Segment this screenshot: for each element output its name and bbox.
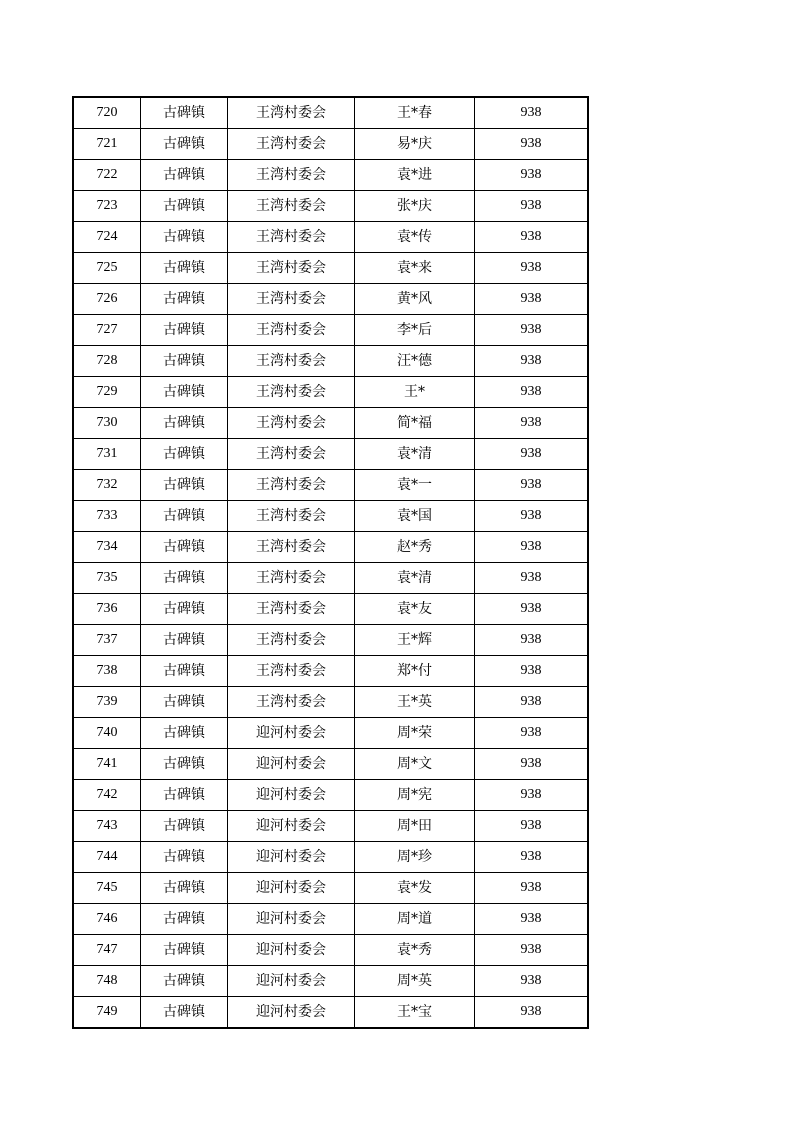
village-cell: 王湾村委会 <box>228 656 355 687</box>
person-name-cell: 王*宝 <box>355 997 475 1029</box>
person-name-cell: 周*田 <box>355 811 475 842</box>
amount-cell: 938 <box>475 346 589 377</box>
table-row <box>73 718 588 749</box>
town-cell: 古碑镇 <box>141 625 228 656</box>
person-name-cell: 王*英 <box>355 687 475 718</box>
table-row <box>73 470 588 501</box>
amount-cell: 938 <box>475 656 589 687</box>
person-name-cell: 汪*德 <box>355 346 475 377</box>
row-number-cell: 729 <box>73 377 141 408</box>
town-cell: 古碑镇 <box>141 377 228 408</box>
village-cell: 王湾村委会 <box>228 687 355 718</box>
town-cell: 古碑镇 <box>141 935 228 966</box>
row-number-cell: 730 <box>73 408 141 439</box>
person-name-cell: 周*荣 <box>355 718 475 749</box>
village-cell: 迎河村委会 <box>228 780 355 811</box>
row-number-cell: 744 <box>73 842 141 873</box>
town-cell: 古碑镇 <box>141 749 228 780</box>
amount-cell: 938 <box>475 563 589 594</box>
person-name-cell: 张*庆 <box>355 191 475 222</box>
town-cell: 古碑镇 <box>141 191 228 222</box>
row-number-cell: 724 <box>73 222 141 253</box>
row-number-cell: 726 <box>73 284 141 315</box>
village-cell: 王湾村委会 <box>228 284 355 315</box>
table-row <box>73 594 588 625</box>
table-row <box>73 935 588 966</box>
table-row <box>73 532 588 563</box>
table-row <box>73 811 588 842</box>
amount-cell: 938 <box>475 160 589 191</box>
town-cell: 古碑镇 <box>141 160 228 191</box>
person-name-cell: 简*福 <box>355 408 475 439</box>
row-number-cell: 745 <box>73 873 141 904</box>
town-cell: 古碑镇 <box>141 129 228 160</box>
person-name-cell: 袁*友 <box>355 594 475 625</box>
village-cell: 迎河村委会 <box>228 718 355 749</box>
village-cell: 王湾村委会 <box>228 160 355 191</box>
village-cell: 王湾村委会 <box>228 253 355 284</box>
table-row <box>73 780 588 811</box>
row-number-cell: 720 <box>73 97 141 129</box>
person-name-cell: 袁*秀 <box>355 935 475 966</box>
table-row <box>73 842 588 873</box>
amount-cell: 938 <box>475 873 589 904</box>
village-cell: 王湾村委会 <box>228 594 355 625</box>
town-cell: 古碑镇 <box>141 594 228 625</box>
town-cell: 古碑镇 <box>141 873 228 904</box>
table-row <box>73 439 588 470</box>
table-row <box>73 625 588 656</box>
town-cell: 古碑镇 <box>141 346 228 377</box>
table-row <box>73 97 588 129</box>
town-cell: 古碑镇 <box>141 966 228 997</box>
village-cell: 迎河村委会 <box>228 811 355 842</box>
table-row <box>73 315 588 346</box>
village-cell: 迎河村委会 <box>228 749 355 780</box>
person-name-cell: 袁*一 <box>355 470 475 501</box>
person-name-cell: 袁*进 <box>355 160 475 191</box>
table-row <box>73 966 588 997</box>
person-name-cell: 周*珍 <box>355 842 475 873</box>
town-cell: 古碑镇 <box>141 253 228 284</box>
table-row <box>73 160 588 191</box>
amount-cell: 938 <box>475 780 589 811</box>
amount-cell: 938 <box>475 501 589 532</box>
table-row <box>73 873 588 904</box>
table-row <box>73 191 588 222</box>
person-name-cell: 袁*清 <box>355 439 475 470</box>
town-cell: 古碑镇 <box>141 904 228 935</box>
row-number-cell: 747 <box>73 935 141 966</box>
village-cell: 王湾村委会 <box>228 346 355 377</box>
person-name-cell: 周*道 <box>355 904 475 935</box>
row-number-cell: 731 <box>73 439 141 470</box>
village-cell: 迎河村委会 <box>228 873 355 904</box>
amount-cell: 938 <box>475 129 589 160</box>
row-number-cell: 728 <box>73 346 141 377</box>
person-name-cell: 袁*传 <box>355 222 475 253</box>
amount-cell: 938 <box>475 253 589 284</box>
amount-cell: 938 <box>475 377 589 408</box>
amount-cell: 938 <box>475 470 589 501</box>
row-number-cell: 742 <box>73 780 141 811</box>
row-number-cell: 748 <box>73 966 141 997</box>
town-cell: 古碑镇 <box>141 284 228 315</box>
town-cell: 古碑镇 <box>141 780 228 811</box>
row-number-cell: 722 <box>73 160 141 191</box>
row-number-cell: 725 <box>73 253 141 284</box>
village-cell: 王湾村委会 <box>228 222 355 253</box>
table-row <box>73 129 588 160</box>
person-name-cell: 袁*发 <box>355 873 475 904</box>
village-cell: 迎河村委会 <box>228 966 355 997</box>
town-cell: 古碑镇 <box>141 408 228 439</box>
town-cell: 古碑镇 <box>141 315 228 346</box>
table-row <box>73 904 588 935</box>
person-name-cell: 李*后 <box>355 315 475 346</box>
town-cell: 古碑镇 <box>141 656 228 687</box>
amount-cell: 938 <box>475 439 589 470</box>
row-number-cell: 732 <box>73 470 141 501</box>
person-name-cell: 赵*秀 <box>355 532 475 563</box>
row-number-cell: 740 <box>73 718 141 749</box>
amount-cell: 938 <box>475 935 589 966</box>
village-cell: 王湾村委会 <box>228 625 355 656</box>
row-number-cell: 736 <box>73 594 141 625</box>
village-cell: 迎河村委会 <box>228 997 355 1029</box>
person-name-cell: 黄*风 <box>355 284 475 315</box>
amount-cell: 938 <box>475 718 589 749</box>
amount-cell: 938 <box>475 222 589 253</box>
table-row <box>73 222 588 253</box>
person-name-cell: 王*辉 <box>355 625 475 656</box>
town-cell: 古碑镇 <box>141 563 228 594</box>
person-name-cell: 周*英 <box>355 966 475 997</box>
table-row <box>73 563 588 594</box>
person-name-cell: 袁*来 <box>355 253 475 284</box>
amount-cell: 938 <box>475 625 589 656</box>
row-number-cell: 733 <box>73 501 141 532</box>
amount-cell: 938 <box>475 687 589 718</box>
village-cell: 王湾村委会 <box>228 532 355 563</box>
village-cell: 迎河村委会 <box>228 935 355 966</box>
amount-cell: 938 <box>475 997 589 1029</box>
person-name-cell: 郑*付 <box>355 656 475 687</box>
amount-cell: 938 <box>475 811 589 842</box>
row-number-cell: 721 <box>73 129 141 160</box>
person-name-cell: 周*宪 <box>355 780 475 811</box>
amount-cell: 938 <box>475 191 589 222</box>
town-cell: 古碑镇 <box>141 718 228 749</box>
row-number-cell: 737 <box>73 625 141 656</box>
town-cell: 古碑镇 <box>141 222 228 253</box>
row-number-cell: 743 <box>73 811 141 842</box>
table-row <box>73 377 588 408</box>
village-cell: 王湾村委会 <box>228 470 355 501</box>
row-number-cell: 735 <box>73 563 141 594</box>
amount-cell: 938 <box>475 904 589 935</box>
table-row <box>73 687 588 718</box>
amount-cell: 938 <box>475 966 589 997</box>
row-number-cell: 749 <box>73 997 141 1029</box>
amount-cell: 938 <box>475 284 589 315</box>
amount-cell: 938 <box>475 408 589 439</box>
person-name-cell: 易*庆 <box>355 129 475 160</box>
table-row <box>73 408 588 439</box>
town-cell: 古碑镇 <box>141 532 228 563</box>
village-cell: 王湾村委会 <box>228 408 355 439</box>
village-cell: 王湾村委会 <box>228 191 355 222</box>
village-cell: 王湾村委会 <box>228 129 355 160</box>
town-cell: 古碑镇 <box>141 470 228 501</box>
row-number-cell: 741 <box>73 749 141 780</box>
village-cell: 王湾村委会 <box>228 97 355 129</box>
person-name-cell: 袁*国 <box>355 501 475 532</box>
amount-cell: 938 <box>475 97 589 129</box>
subsidy-table <box>72 96 589 1029</box>
person-name-cell: 袁*清 <box>355 563 475 594</box>
village-cell: 王湾村委会 <box>228 501 355 532</box>
table-row <box>73 284 588 315</box>
town-cell: 古碑镇 <box>141 997 228 1029</box>
table-row <box>73 656 588 687</box>
table-row <box>73 501 588 532</box>
table-row <box>73 346 588 377</box>
row-number-cell: 727 <box>73 315 141 346</box>
person-name-cell: 王*春 <box>355 97 475 129</box>
town-cell: 古碑镇 <box>141 842 228 873</box>
row-number-cell: 746 <box>73 904 141 935</box>
village-cell: 王湾村委会 <box>228 439 355 470</box>
village-cell: 王湾村委会 <box>228 377 355 408</box>
person-name-cell: 周*文 <box>355 749 475 780</box>
row-number-cell: 723 <box>73 191 141 222</box>
table-body <box>73 97 588 1028</box>
town-cell: 古碑镇 <box>141 501 228 532</box>
town-cell: 古碑镇 <box>141 439 228 470</box>
village-cell: 王湾村委会 <box>228 315 355 346</box>
village-cell: 迎河村委会 <box>228 842 355 873</box>
village-cell: 迎河村委会 <box>228 904 355 935</box>
row-number-cell: 738 <box>73 656 141 687</box>
table-row <box>73 997 588 1029</box>
table-row <box>73 253 588 284</box>
amount-cell: 938 <box>475 532 589 563</box>
town-cell: 古碑镇 <box>141 687 228 718</box>
amount-cell: 938 <box>475 749 589 780</box>
row-number-cell: 734 <box>73 532 141 563</box>
town-cell: 古碑镇 <box>141 811 228 842</box>
table-row <box>73 749 588 780</box>
amount-cell: 938 <box>475 842 589 873</box>
row-number-cell: 739 <box>73 687 141 718</box>
amount-cell: 938 <box>475 594 589 625</box>
person-name-cell: 王* <box>355 377 475 408</box>
amount-cell: 938 <box>475 315 589 346</box>
village-cell: 王湾村委会 <box>228 563 355 594</box>
town-cell: 古碑镇 <box>141 97 228 129</box>
